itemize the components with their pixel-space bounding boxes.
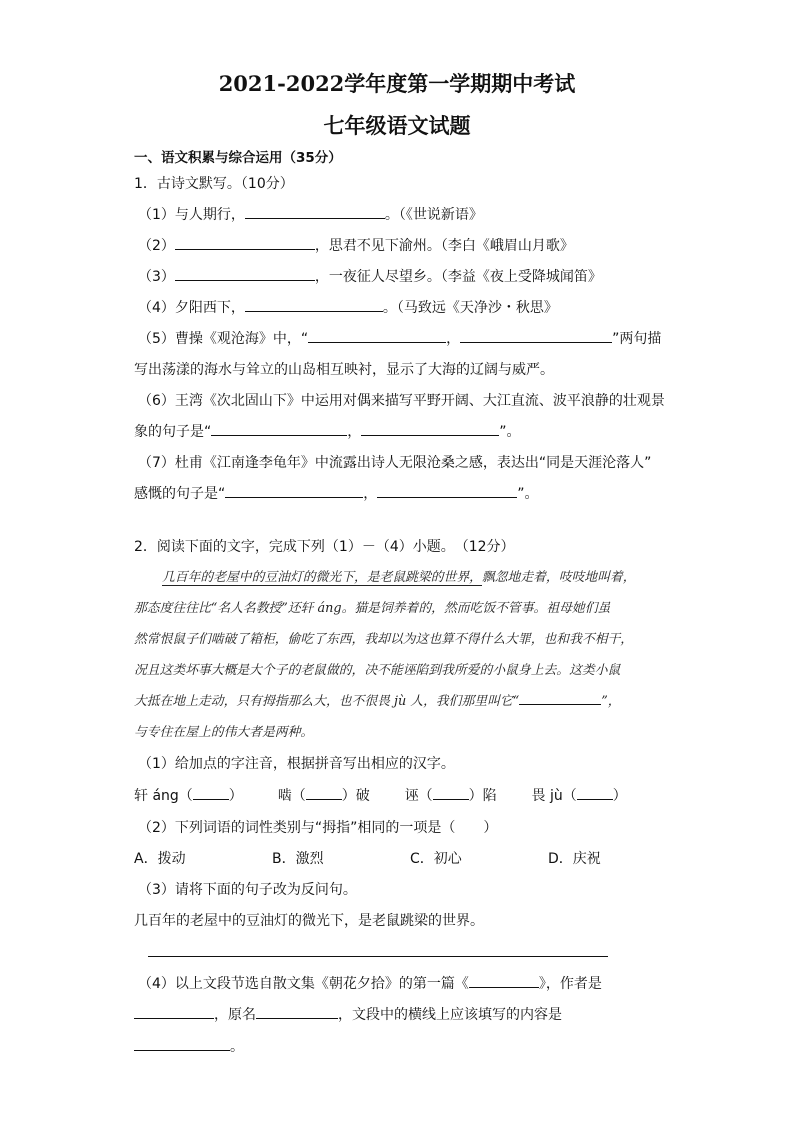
sub-question-3-sentence: 几百年的老屋中的豆油灯的微光下，是老鼠跳梁的世界。: [134, 913, 484, 929]
passage-line-6: 与专住在屋上的伟大者是两种。: [134, 725, 314, 740]
pinyin-item: [532, 788, 627, 804]
passage-line-1-rest: 飘忽地走着，吱吱地叫着，: [481, 570, 636, 585]
q1-item-5-pre: （5）曹操《观沧海》中，“: [138, 331, 309, 347]
q1-item-1: [138, 204, 483, 224]
q1-item-7-mid: ，: [363, 486, 378, 502]
q1-item-2-post: ，思君不见下渝州。（李白《峨眉山月歌》: [314, 238, 574, 254]
answer-line[interactable]: [148, 956, 608, 957]
sub-question-1-items: [134, 785, 627, 805]
pinyin-item-pre: 轩 áng（: [134, 788, 193, 804]
passage-line-5-post: ”，: [601, 694, 621, 709]
pinyin-item: [405, 788, 497, 804]
option-c[interactable]: C．初心: [410, 851, 462, 867]
q1-item-7-pre: 感慨的句子是“: [134, 486, 226, 502]
answer-blank[interactable]: [308, 328, 446, 343]
q1-item-5-line-2: 写出荡漾的海水与耸立的山岛相互映衬，显示了大海的辽阔与威严。: [134, 362, 554, 378]
answer-blank[interactable]: [469, 973, 539, 988]
q1-item-1-post: 。（《世说新语》: [384, 207, 483, 223]
q1-item-2-pre: （2）: [138, 238, 175, 254]
question-2-stem: 2．阅读下面的文字，完成下列（1）－（4）小题。 （12分）: [134, 539, 515, 555]
option-b[interactable]: B．激烈: [272, 851, 324, 867]
option-a[interactable]: A．拨动: [134, 851, 186, 867]
answer-blank[interactable]: [256, 1004, 338, 1019]
q1-item-7-post: ”。: [517, 486, 539, 502]
q1-item-5-post: ”两句描: [612, 331, 662, 347]
pinyin-item: [134, 788, 243, 804]
sub-question-4-line-2: [134, 1004, 562, 1024]
sub-question-3-stem: （3）请将下面的句子改为反问句。: [138, 882, 357, 898]
answer-blank[interactable]: [433, 785, 469, 800]
q1-item-3-post: ，一夜征人尽望乡。（李益《夜上受降城闻笛》: [314, 269, 602, 285]
pinyin-item: [278, 788, 370, 804]
sub-question-2-options: [134, 848, 686, 868]
answer-blank[interactable]: [134, 1004, 214, 1019]
sub-question-4-line-1: [138, 973, 602, 993]
sub-question-1-stem: （1）给加点的字注音，根据拼音写出相应的汉字。: [138, 756, 455, 772]
passage-line-5: [134, 690, 621, 709]
answer-blank[interactable]: [361, 421, 499, 436]
page-title: 2021-2022学年度第一学期期中考试: [218, 71, 576, 96]
answer-blank[interactable]: [225, 483, 363, 498]
q1-item-4-pre: （4）夕阳西下，: [138, 300, 245, 316]
pinyin-item-pre: 畏 jù（: [531, 788, 577, 804]
question-1-stem: 1．古诗文默写。（10分）: [134, 176, 294, 192]
pinyin-item-post: ）: [228, 788, 243, 804]
q1-item-6-mid: ，: [347, 424, 362, 440]
q1-item-5-line-1: [138, 328, 661, 348]
q1-item-3-pre: （3）: [138, 269, 175, 285]
pinyin-item-post: ）陷: [468, 788, 497, 804]
answer-blank[interactable]: [245, 204, 385, 219]
answer-blank[interactable]: [134, 1036, 230, 1051]
sub-question-4-pre: （4）以上文段节选自散文集《朝花夕拾》的第一篇《: [138, 976, 469, 992]
page-subtitle: 七年级语文试题: [323, 113, 471, 138]
passage-underlined-sentence: 几百年的老屋中的豆油灯的微光下，是老鼠跳梁的世界，: [162, 570, 482, 585]
sub-question-4-end: 。: [230, 1039, 244, 1055]
option-d[interactable]: D．庆祝: [548, 851, 601, 867]
q1-item-6-line-1: （6）王湾《次北固山下》中运用对偶来描写平野开阔、大江直流、波平浪静的壮观景: [138, 393, 665, 409]
answer-blank[interactable]: [193, 785, 229, 800]
pinyin-item-post: ）破: [341, 788, 370, 804]
q1-item-7-line-1: （7）杜甫《江南逢李龟年》中流露出诗人无限沧桑之感，表达出“同是天涯沦落人”: [138, 455, 652, 471]
pinyin-item-pre: 诬（: [404, 788, 433, 804]
passage-line-5-pre: 大抵在地上走动，只有拇指那么大，也不很畏 jù 人，我们那里叫它“: [134, 694, 520, 709]
sub-question-4-mid: ，原名: [214, 1007, 256, 1023]
answer-blank[interactable]: [245, 297, 383, 312]
sub-question-4-post-2: ，文段中的横线上应该填写的内容是: [338, 1007, 562, 1023]
sub-question-4-line-3: [134, 1036, 244, 1056]
q1-item-4: [138, 297, 558, 317]
passage-line-1: [162, 566, 635, 585]
answer-blank[interactable]: [377, 483, 517, 498]
sub-question-2-stem: （2）下列词语的词性类别与“拇指”相同的一项是（ ）: [138, 820, 498, 836]
pinyin-item-post: ）: [612, 788, 627, 804]
answer-blank[interactable]: [306, 785, 342, 800]
answer-blank[interactable]: [577, 785, 613, 800]
passage-line-4: 况且这类坏事大概是大个子的老鼠做的，决不能诬陷到我所爱的小鼠身上去。这类小鼠: [134, 663, 621, 678]
q1-item-6-post: ”。: [499, 424, 521, 440]
q1-item-7-line-2: [134, 483, 539, 503]
q1-item-5-mid: ，: [446, 331, 461, 347]
answer-blank[interactable]: [175, 266, 315, 281]
q1-item-6-line-2: [134, 421, 521, 441]
answer-blank[interactable]: [519, 690, 601, 705]
pinyin-item-pre: 啮（: [277, 788, 306, 804]
answer-blank[interactable]: [211, 421, 347, 436]
section-heading: 一、语文积累与综合运用（35分）: [134, 150, 342, 166]
answer-blank[interactable]: [175, 235, 315, 250]
q1-item-2: [138, 235, 574, 255]
q1-item-3: [138, 266, 602, 286]
q1-item-4-post: 。（马致远《天净沙・秋思》: [382, 300, 558, 316]
passage-line-3: 然常恨鼠子们啮破了箱柜，偷吃了东西，我却以为这也算不得什么大罪，也和我不相干，: [134, 632, 634, 647]
q1-item-1-pre: （1）与人期行，: [138, 207, 245, 223]
q1-item-6-pre: 象的句子是“: [134, 424, 212, 440]
sub-question-4-post: 》，作者是: [538, 976, 602, 992]
passage-line-2: 那态度往往比“名人名教授”还轩 áng。猫是饲养着的，然而吃饭不管事。祖母她们虽: [134, 601, 611, 616]
answer-blank[interactable]: [460, 328, 612, 343]
